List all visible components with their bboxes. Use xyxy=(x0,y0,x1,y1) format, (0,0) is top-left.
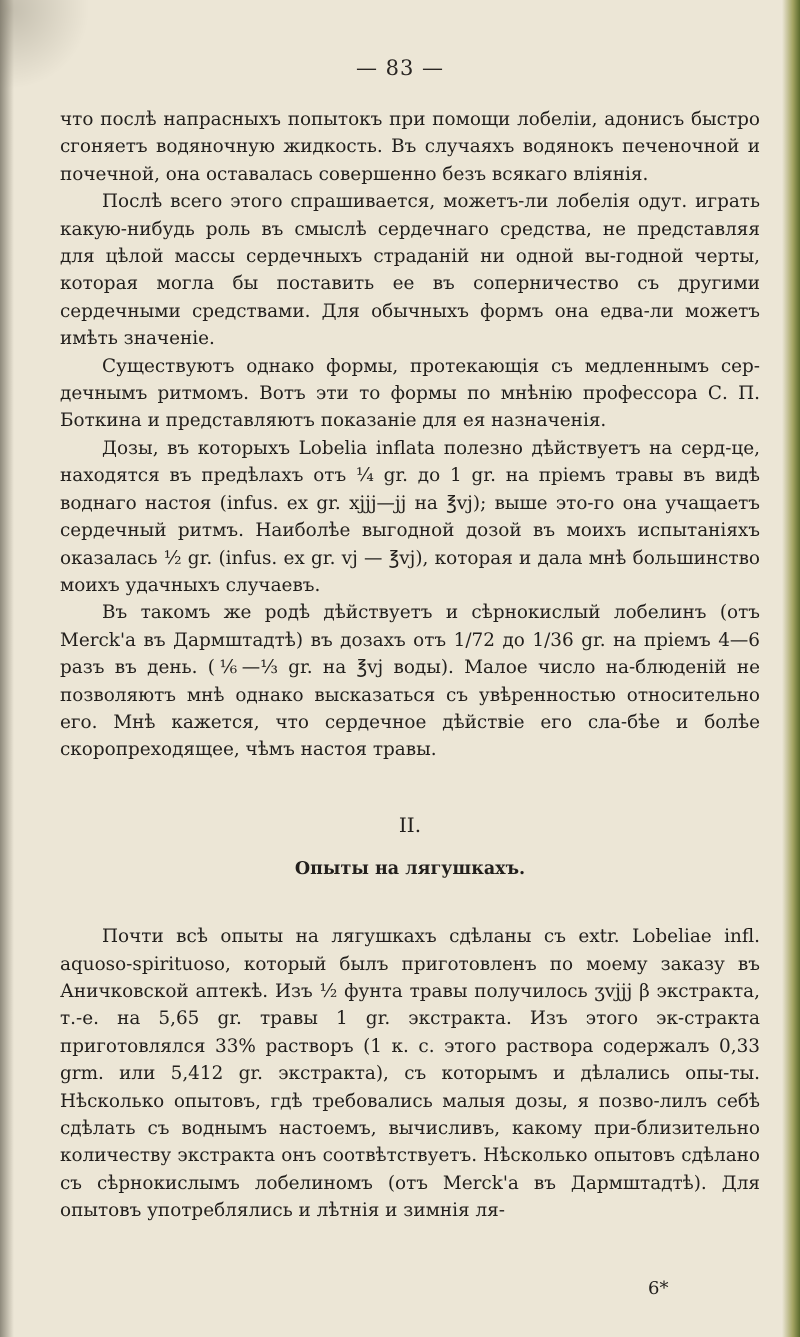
body-text xyxy=(60,106,760,1225)
paragraph: Почти всѣ опыты на лягушкахъ сдѣланы съ extr. Lobeliae infl. aquoso-spirituoso, который былъ приготовленъ по моему заказу въ Аничковской аптекѣ. Изъ ½ фунта травы получилось ʒvjjj β экстракта, т.-е. на 5,65 gr. травы 1 gr. экстракта. Изъ этого эк-стракта приготовлялся 33% растворъ (1 к. с. этого раствора содержалъ 0,33 grm. или 5,412 gr. экстракта), съ которымъ и дѣлались опы-ты. Нѣсколько опытовъ, гдѣ требовались малыя дозы, я позво-лилъ себѣ сдѣлать съ воднымъ настоемъ, вычисливъ, какому при-близительно количеству экстракта онъ соотвѣтствуетъ. Нѣсколько опытовъ сдѣлано съ сѣрнокислымъ лобелиномъ (отъ Merck'а въ Дармштадтѣ). Для опытовъ употреблялись и лѣтнія и зимнія ля- xyxy=(60,926,760,1222)
paragraph: Послѣ всего этого спрашивается, можетъ-ли лобелія одут. играть какую-нибудь роль въ смыслѣ сердечнаго средства, не представляя для цѣлой массы сердечныхъ страданій ни одной вы-годной черты, которая могла бы поставить ее въ соперничество съ другими сердечными средствами. Для обычныхъ формъ она едва-ли можетъ имѣть значеніе. xyxy=(60,191,760,350)
paragraph: Въ такомъ же родѣ дѣйствуетъ и сѣрнокислый лобелинъ (отъ Merck'а въ Дармштадтѣ) въ дозахъ отъ 1/72 до 1/36 gr. на пріемъ 4—6 разъ въ день. (⅙—⅓ gr. на ℥vj воды). Малое число на-блюденій не позволяютъ мнѣ однако высказаться съ увѣренностью относительно его. Мнѣ кажется, что сердечное дѣйствіе его сла-бѣе и болѣе скоропреходящее, чѣмъ настоя травы. xyxy=(60,602,760,761)
section-title: Опыты на лягушкахъ. xyxy=(294,858,526,879)
paragraph: что послѣ напрасныхъ попытокъ при помощи лобеліи, адонисъ быстро сгоняетъ водяночную жидкость. Въ случаяхъ водянокъ печеночной и почечной, она оставалась совершенно безъ всякаго вліянія. xyxy=(60,109,760,185)
section-number: II. xyxy=(398,812,422,837)
paragraph: Дозы, въ которыхъ Lobelia inflata полезно дѣйствуетъ на серд-це, находятся въ предѣлахъ отъ ¼ gr. до 1 gr. на пріемъ травы въ видѣ воднаго настоя (infus. ex gr. xjjj—jj на ℥vj); выше это-го она учащаетъ сердечный ритмъ. Наиболѣе выгодной дозой въ моихъ испытаніяхъ оказалась ½ gr. (infus. ex gr. vj — ℥vj), которая и дала мнѣ большинство моихъ удачныхъ случаевъ. xyxy=(60,437,760,596)
page-edge-left xyxy=(0,0,14,1337)
page-edge-right xyxy=(782,0,800,1337)
paragraph: Существуютъ однако формы, протекающія съ медленнымъ сер-дечнымъ ритмомъ. Вотъ эти то формы по мнѣнію профессора С. П. Боткина и представляютъ показаніе для ея назначенія. xyxy=(60,355,760,432)
signature-mark: 6* xyxy=(648,1278,669,1299)
page-number: — 83 — xyxy=(355,56,445,80)
